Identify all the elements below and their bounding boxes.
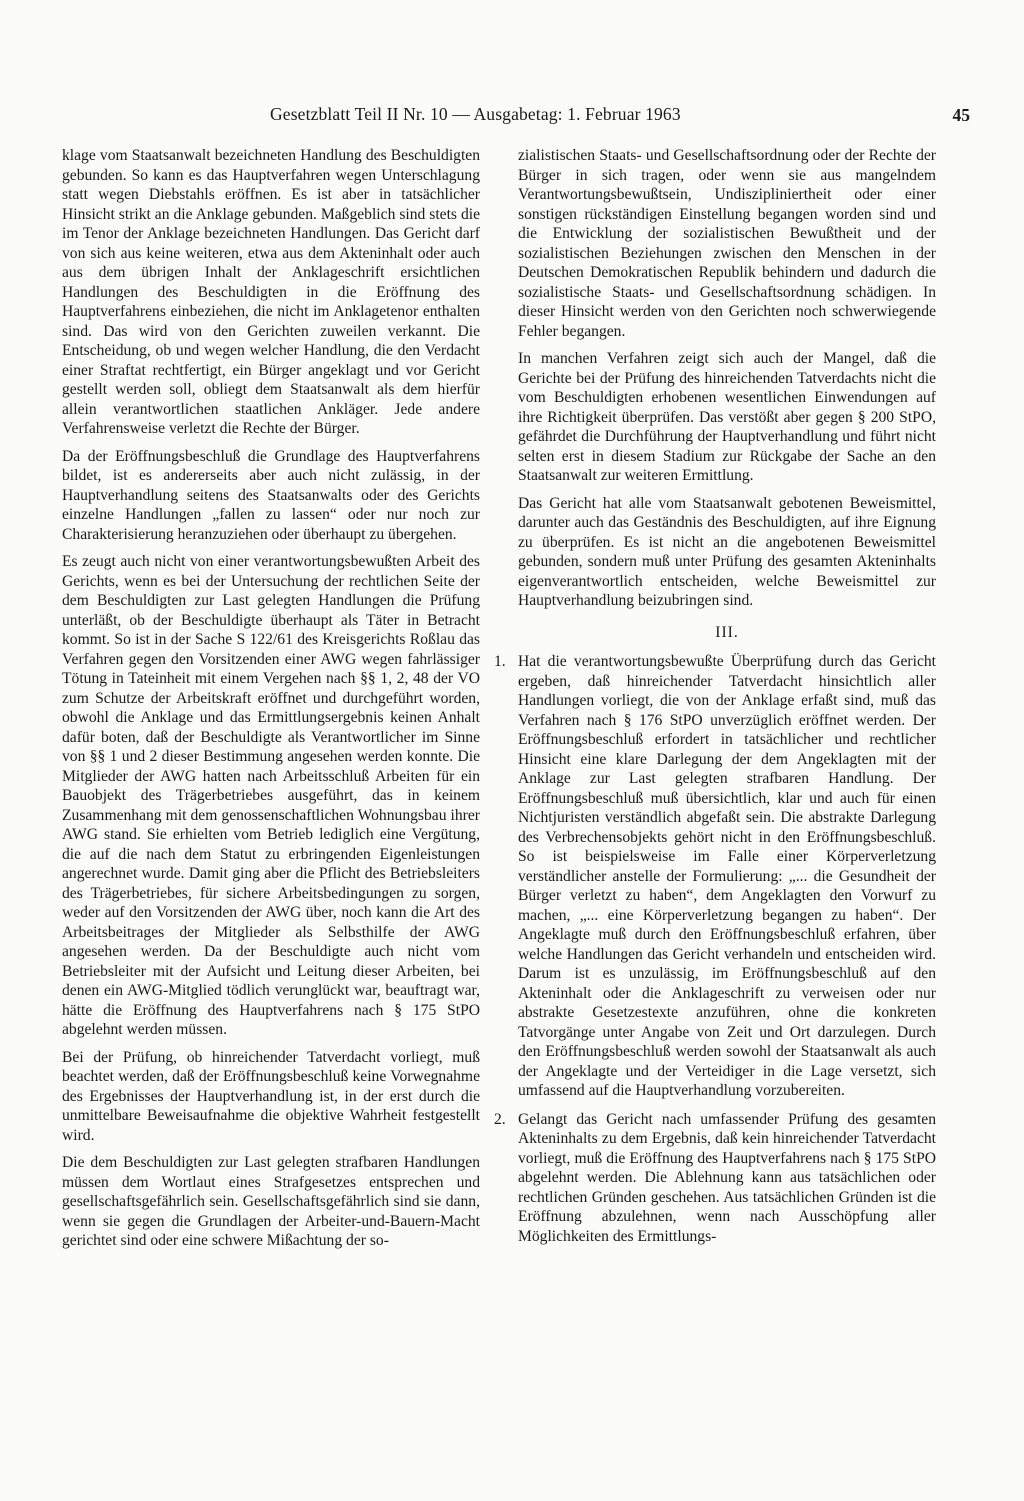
list-text: Gelangt das Gericht nach umfassender Prüfung des gesamten Akteninhalts zu dem Ergebnis, daß kein hinreichender Tatverdacht vorliegt, muß die Eröffnung des Hauptverfahrens nach § 175 StPO abgelehnt werden. Die Ablehnung kann aus tatsächlichen oder rechtlichen Gründen geschehen. Aus tatsächlichen Gründen ist die Eröffnung abzulehnen, wenn nach Ausschöpfung aller Möglichkeiten des Ermittlungs- bbox=[518, 1110, 936, 1245]
paragraph: Da der Eröffnungsbeschluß die Grundlage des Hauptverfahrens bildet, ist es andererseits aber auch nicht zulässig, in der Hauptverhandlung seitens des Staatsanwalts oder des Gerichts einzelne Handlungen „fallen zu lassen“ oder nur noch zur Charakterisierung heranzuziehen oder überhaupt zu übergehen. bbox=[62, 447, 480, 543]
paragraph: In manchen Verfahren zeigt sich auch der Mangel, daß die Gerichte bei der Prüfung des hinreichenden Tatverdachts nicht die vom Beschuldigten erhobenen wesentlichen Einwendungen auf ihre Richtigkeit überprüfen. Das verstößt aber gegen § 200 StPO, gefährdet die Durchführung der Hauptverhandlung und führt nicht selten erst in diesem Stadium zur Rückgabe der Sache an den Staatsanwalt zur weiteren Ermittlung. bbox=[518, 350, 936, 484]
right-column bbox=[494, 146, 936, 1255]
paragraph: Es zeugt auch nicht von einer verantwortungsbewußten Arbeit des Gerichts, wenn es bei der Untersuchung der rechtlichen Seite der dem Beschuldigten zur Last gelegten Handlungen die Prüfung unterläßt, ob der Beschuldigte überhaupt als Täter in Betracht kommt. So ist in der Sache S 122/61 des Kreisgerichts Roßlau das Verfahren gegen den Vorsitzenden einer AWG wegen fahrlässiger Tötung in Tateinheit mit einem Vergehen nach §§ 1, 2, 48 der VO zum Schutze der Arbeitskraft eröffnet und durchgeführt worden, obwohl die Anklage und das Ermittlungsergebnis keinen Anhalt dafür boten, daß der Beschuldigte als Verantwortlicher im Sinne von §§ 1 und 2 dieser Bestimmung angesehen werden konnte. Die Mitglieder der AWG hatten nach Arbeitsschluß Arbeiten für ein Bauobjekt des Trägerbetriebes ausgeführt, das in keinem Zusammenhang mit dem genossenschaftlichen Wohnungsbau ihrer AWG stand. Sie erhielten vom Betrieb lediglich eine Vergütung, die auf die nach dem Statut zu erbringenden Eigenleistungen angerechnet wurde. Damit ging aber die Pflicht des Betriebsleiters des Trägerbetriebes, für sichere Arbeitsbedingungen zu sorgen, weder auf den Vorsitzenden der AWG über, noch kann die Art des Arbeitsbeitrages der Mitglieder als Selbsthilfe der AWG angesehen werden. Da der Beschuldigte auch nicht vom Betriebsleiter mit der Aufsicht und Leitung dieser Arbeiten, bei denen ein AWG-Mitglied tödlich verunglückt war, beauftragt war, hätte die Eröffnung des Hauptverfahrens nach § 175 StPO abgelehnt werden müssen. bbox=[62, 553, 480, 1038]
section-heading: III. bbox=[715, 623, 739, 641]
paragraph: zialistischen Staats- und Gesellschaftsordnung oder der Rechte der Bürger in sich tragen, oder wenn sie aus mangelndem Verantwortungsbewußtsein, Undiszipliniertheit oder einer sonstigen rückständigen Einstellung begangen worden sind und die Entwicklung der sozialistischen Bewußtheit und der sozialistischen Beziehungen zwischen den Menschen in der Deutschen Demokratischen Republik behindern und dadurch die sozialistische Staats- und Gesellschaftsordnung schädigen. In dieser Hinsicht werden von den Gerichten noch schwerwiegende Fehler begangen. bbox=[518, 147, 936, 340]
paragraph: Die dem Beschuldigten zur Last gelegten strafbaren Handlungen müssen dem Wortlaut eines Strafgesetzes entsprechen und gesellschaftsgefährlich sein. Gesellschaftsgefährlich sind sie dann, wenn sie gegen die Grundlagen der Arbeiter-und-Bauern-Macht gerichtet sind oder eine schwere Mißachtung der so- bbox=[62, 1154, 480, 1249]
list-item bbox=[494, 652, 936, 1101]
header-title: Gesetzblatt Teil II Nr. 10 — Ausgabetag: 1. Februar 1963 bbox=[270, 104, 681, 124]
page-header bbox=[270, 104, 970, 132]
left-column bbox=[62, 146, 480, 1259]
list-number: 1. bbox=[494, 653, 506, 670]
paragraph: Das Gericht hat alle vom Staatsanwalt gebotenen Beweismittel, darunter auch das Geständnis des Beschuldigten, auf ihre Eignung zu überprüfen. Es ist nicht an die angebotenen Beweismittel gebunden, sondern muß unter Prüfung des gesamten Akteninhalts eigenverantwortlich entscheiden, welche Beweismittel zur Hauptverhandlung beizubringen sind. bbox=[518, 494, 936, 609]
list-text: Hat die verantwortungsbewußte Überprüfung durch das Gericht ergeben, daß hinreichender Tatverdacht hinsichtlich aller Handlungen vorliegt, die von der Anklage erfaßt sind, muß das Verfahren nach § 176 StPO unverzüglich eröffnet werden. Der Eröffnungsbeschluß erfordert in tatsächlicher und rechtlicher Hinsicht eine klare Darlegung der dem Angeklagten mit der Anklage zur Last gelegten strafbaren Handlung. Der Eröffnungsbeschluß muß übersichtlich, klar und auch für einen Nichtjuristen verständlich abgefaßt sein. Die abstrakte Darlegung des Verbrechensobjekts gehört nicht in den Eröffnungsbeschluß. So ist beispielsweise im Falle einer Körperverletzung verständlicher anstelle der Formulierung: „... die Gesundheit der Bürger verletzt zu haben“, dem Angeklagten den Vorwurf zu machen, „... eine Körperverletzung begangen zu haben“. Der Angeklagte muß durch den Eröffnungsbeschluß erfahren, über welche Handlungen das Gericht verhandeln und entscheiden wird. Darum ist es unzulässig, im Eröffnungsbeschluß auf den Akteninhalt oder die Anklageschrift zu verweisen oder nur abstrakte Gesetzestexte anzuführen, ohne die konkreten Tatvorgänge unter Angabe von Zeit und Ort darzulegen. Durch den Eröffnungsbeschluß werden sowohl der Staatsanwalt als auch der Angeklagte und der Verteidiger in die Lage versetzt, sich umfassend auf die Hauptverhandlung vorzubereiten. bbox=[518, 653, 936, 1099]
paragraph: Bei der Prüfung, ob hinreichender Tatverdacht vorliegt, muß beachtet werden, daß der Eröffnungsbeschluß keine Vorwegnahme des Ergebnisses der Hauptverhandlung ist, in der erst durch die unmittelbare Beweisaufnahme die objektive Wahrheit festgestellt wird. bbox=[62, 1048, 480, 1144]
list-item bbox=[494, 1110, 936, 1247]
paragraph: klage vom Staatsanwalt bezeichneten Handlung des Beschuldigten gebunden. So kann es das Hauptverfahren wegen Unterschlagung statt wegen Diebstahls eröffnen. Es ist aber in tatsächlicher Hinsicht strikt an die Anklage gebunden. Maßgeblich sind stets die im Tenor der Anklage bezeichneten Handlungen. Das Gericht darf von sich aus keine weiteren, etwa aus dem Akteninhalt oder auch aus dem übrigen Inhalt der Anklageschrift ersichtlichen Handlungen des Beschuldigten in die Eröffnung des Hauptverfahrens einbeziehen, die nicht im Anklagetenor enthalten sind. Das wird von den Gerichten zuweilen verkannt. Die Entscheidung, ob und wegen welcher Handlung, die den Verdacht einer Straftat rechtfertigt, ein Bürger angeklagt und vor Gericht gestellt werden soll, obliegt dem Staatsanwalt als dem hierfür allein verantwortlichen staatlichen Ankläger. Jede andere Verfahrensweise verletzt die Rechte der Bürger. bbox=[62, 147, 480, 437]
list-number: 2. bbox=[494, 1110, 506, 1128]
page-number: 45 bbox=[952, 105, 970, 125]
